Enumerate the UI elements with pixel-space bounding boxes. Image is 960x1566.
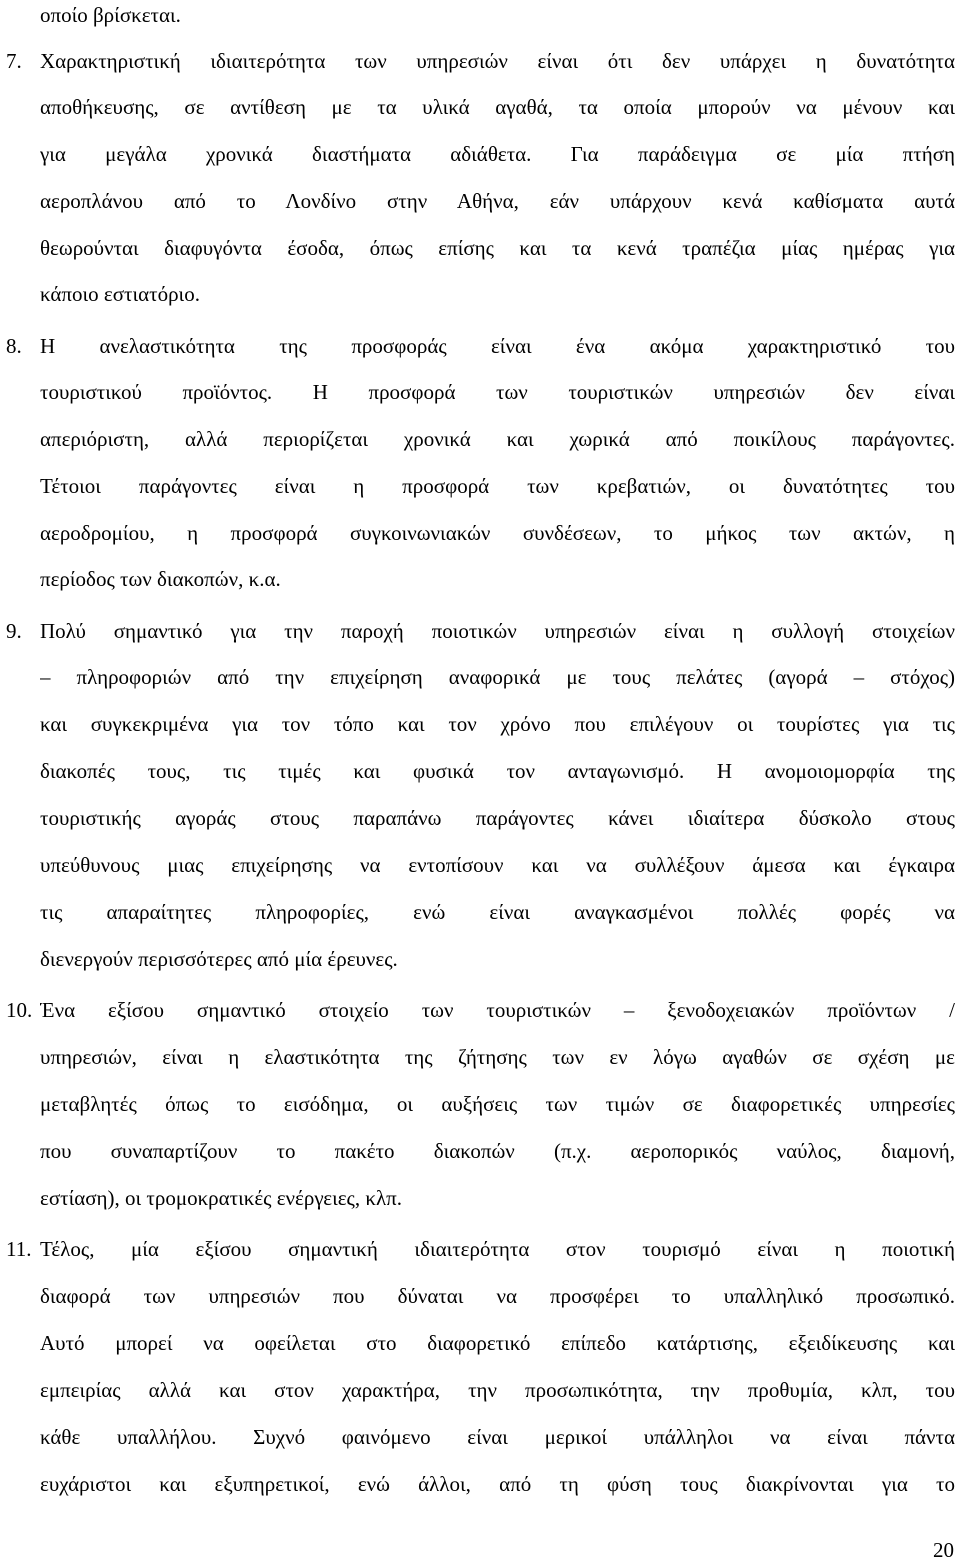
item-10-line-4: που συναπαρτίζουν το πακέτο διακοπών (π.χ. αεροπορικός ναύλος, διαμονή, <box>40 1139 955 1163</box>
list-number-7: 7. <box>6 49 22 73</box>
list-number-11: 11. <box>6 1237 32 1261</box>
item-9-line-6: υπεύθυνους μιας επιχείρησης να εντοπίσουν και να συλλέξουν άμεσα και έγκαιρα <box>40 853 955 877</box>
item-11-line-5: κάθε υπαλλήλου. Συχνό φαινόμενο είναι μερικοί υπάλληλοι να είναι πάντα <box>40 1425 955 1449</box>
item-9-line-7: τις απαραίτητες πληροφορίες, ενώ είναι αναγκασμένοι πολλές φορές να <box>40 900 955 924</box>
item-9-line-5: τουριστικής αγοράς στους παραπάνω παράγοντες κάνει ιδιαίτερα δύσκολο στους <box>40 806 955 830</box>
paragraph-fragment: οποίο βρίσκεται. <box>40 3 181 27</box>
item-8-line-6: περίοδος των διακοπών, κ.α. <box>40 567 281 591</box>
list-number-8: 8. <box>6 334 22 358</box>
item-9-line-4: διακοπές τους, τις τιμές και φυσικά τον ανταγωνισμό. Η ανομοιομορφία της <box>40 759 955 783</box>
item-8-line-1: Η ανελαστικότητα της προσφοράς είναι ένα ακόμα χαρακτηριστικό του <box>40 334 955 358</box>
item-10-line-5: εστίαση), οι τρομοκρατικές ενέργειες, κλπ. <box>40 1186 402 1210</box>
item-7-line-4: αεροπλάνου από το Λονδίνο στην Αθήνα, εάν υπάρχουν κενά καθίσματα αυτά <box>40 189 955 213</box>
item-7-line-5: θεωρούνται διαφυγόντα έσοδα, όπως επίσης και τα κενά τραπέζια μίας ημέρας για <box>40 236 955 260</box>
item-7-line-6: κάποιο εστιατόριο. <box>40 282 200 306</box>
item-9-line-3: και συγκεκριμένα για τον τόπο και τον χρόνο που επιλέγουν οι τουρίστες για τις <box>40 712 955 736</box>
item-8-line-2: τουριστικού προϊόντος. Η προσφορά των τουριστικών υπηρεσιών δεν είναι <box>40 380 955 404</box>
item-11-line-1: Τέλος, μία εξίσου σημαντική ιδιαιτερότητα στον τουρισμό είναι η ποιοτική <box>40 1237 955 1261</box>
item-7-line-1: Χαρακτηριστική ιδιαιτερότητα των υπηρεσιών είναι ότι δεν υπάρχει η δυνατότητα <box>40 49 955 73</box>
item-8-line-4: Τέτοιοι παράγοντες είναι η προσφορά των κρεβατιών, οι δυνατότητες του <box>40 474 955 498</box>
item-11-line-6: ευχάριστοι και εξυπηρετικοί, ενώ άλλοι, από τη φύση τους διακρίνονται για το <box>40 1472 955 1496</box>
item-8-line-3: απεριόριστη, αλλά περιορίζεται χρονικά και χωρικά από ποικίλους παράγοντες. <box>40 427 955 451</box>
item-10-line-1: Ένα εξίσου σημαντικό στοιχείο των τουριστικών – ξενοδοχειακών προϊόντων / <box>40 998 955 1022</box>
list-number-9: 9. <box>6 619 22 643</box>
item-9-line-8: διενεργούν περισσότερες από μία έρευνες. <box>40 947 398 971</box>
item-7-line-2: αποθήκευσης, σε αντίθεση με τα υλικά αγαθά, τα οποία μπορούν να μένουν και <box>40 95 955 119</box>
page-number: 20 <box>933 1538 954 1562</box>
item-11-line-3: Αυτό μπορεί να οφείλεται στο διαφορετικό επίπεδο κατάρτισης, εξειδίκευσης και <box>40 1331 955 1355</box>
item-10-line-3: μεταβλητές όπως το εισόδημα, οι αυξήσεις των τιμών σε διαφορετικές υπηρεσίες <box>40 1092 955 1116</box>
item-9-line-2: – πληροφοριών από την επιχείρηση αναφορικά με τους πελάτες (αγορά – στόχος) <box>40 665 955 689</box>
item-11-line-4: εμπειρίας αλλά και στον χαρακτήρα, την προσωπικότητα, την προθυμία, κλπ, του <box>40 1378 955 1402</box>
item-11-line-2: διαφορά των υπηρεσιών που δύναται να προσφέρει το υπαλληλικό προσωπικό. <box>40 1284 955 1308</box>
item-7-line-3: για μεγάλα χρονικά διαστήματα αδιάθετα. Για παράδειγμα σε μία πτήση <box>40 142 955 166</box>
item-8-line-5: αεροδρομίου, η προσφορά συγκοινωνιακών συνδέσεων, το μήκος των ακτών, η <box>40 521 955 545</box>
item-10-line-2: υπηρεσιών, είναι η ελαστικότητα της ζήτησης των εν λόγω αγαθών σε σχέση με <box>40 1045 955 1069</box>
list-number-10: 10. <box>6 998 33 1022</box>
item-9-line-1: Πολύ σημαντικό για την παροχή ποιοτικών υπηρεσιών είναι η συλλογή στοιχείων <box>40 619 955 643</box>
